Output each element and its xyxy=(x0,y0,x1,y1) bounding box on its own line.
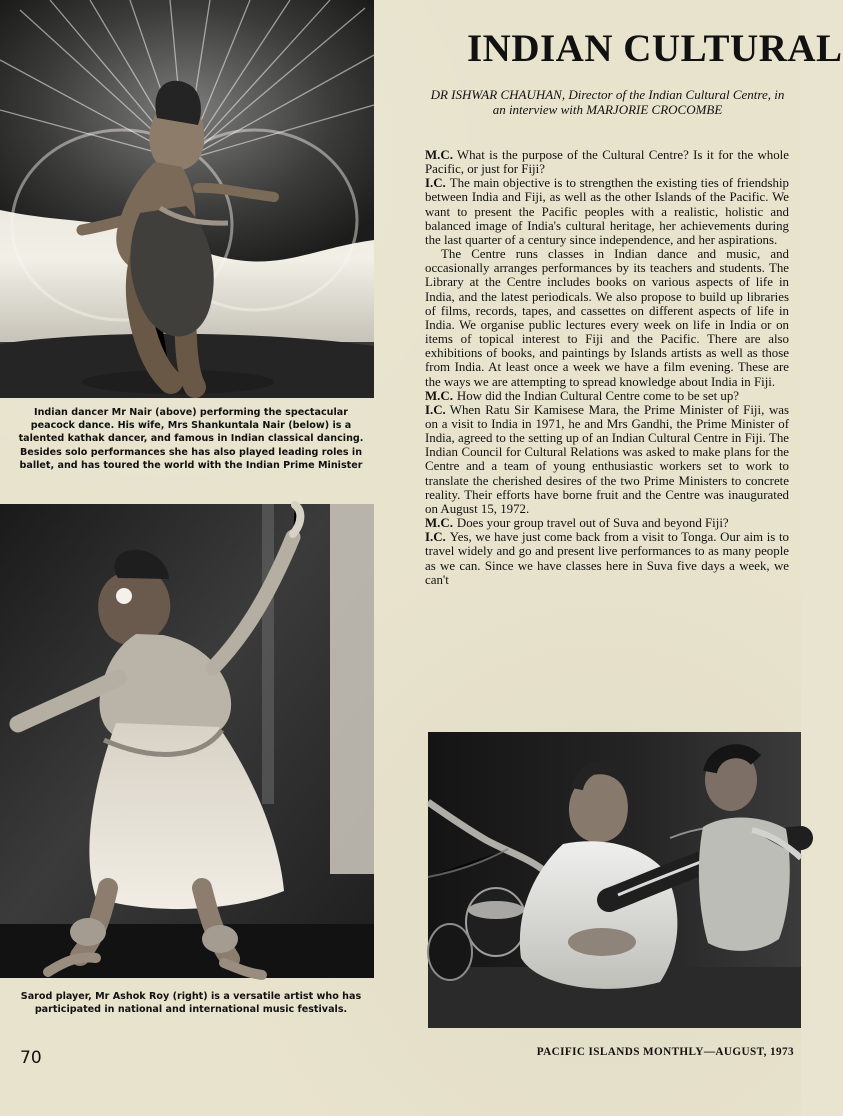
sarod-player-photo xyxy=(428,732,801,1028)
article-paragraph xyxy=(425,176,789,247)
article-paragraph xyxy=(425,247,789,389)
speaker-label: M.C. xyxy=(425,388,453,403)
article-title: INDIAN CULTURAL xyxy=(467,27,843,70)
speaker-label: M.C. xyxy=(425,148,453,162)
paragraph-text: The Centre runs classes in Indian dance and music, and occasionally arranges performances by its teachers and students. The Library at the Centre includes books on various aspects of life in India, and the latest periodicals. We also propose to build up libraries of films, records, tapes, and cassettes on different aspects of life in India. We organise public lectures every week on life in India or on items of topical interest to Fiji and the Pacific. There are also exhibitions of books, and paintings by Islands artists as well as those from India. At least once a week we have a film evening. These are the ways we are attempting to spread knowledge about India in Fiji. xyxy=(425,247,789,389)
paragraph-text: What is the purpose of the Cultural Centre? Is it for the whole Pacific, or just for Fiji? xyxy=(425,148,789,177)
page-number: 70 xyxy=(20,1048,42,1068)
article-paragraph xyxy=(425,403,789,516)
speaker-label: I.C. xyxy=(425,530,446,545)
speaker-label: I.C. xyxy=(425,176,446,191)
speaker-label: I.C. xyxy=(425,402,446,417)
peacock-dancer-photo xyxy=(0,0,374,398)
paragraph-text: Yes, we have just come back from a visit to Tonga. Our aim is to travel widely and go and present live performances to as many people as we can. Since we have classes here in Suva five days a week, we can't xyxy=(425,530,789,587)
peacock-photo-caption: Indian dancer Mr Nair (above) performing the spectacular peacock dance. His wife, Mrs Shankuntala Nair (below) is a talented kathak dancer, and famous in Indian classical dancing. Besides solo performances she has also played leading roles in ballet, and has toured the world with the Indian Prime Minister xyxy=(18,407,364,471)
article-paragraph xyxy=(425,148,789,176)
article-intro: DR ISHWAR CHAUHAN, Director of the Indian Cultural Centre, in an interview with MARJORIE CROCOMBE xyxy=(430,87,785,117)
paragraph-text: The main objective is to strengthen the existing ties of friendship between India and Fiji, as well as the other Islands of the Pacific. We want to present the Pacific peoples with a realistic, holistic and balanced image of India's cultural heritage, her achievements during the last quarter of a century since independence, and her aspirations. xyxy=(425,176,789,247)
speaker-label: M.C. xyxy=(425,516,453,531)
paragraph-text: How did the Indian Cultural Centre come to be set up? xyxy=(456,388,740,403)
sarod-photo-caption: Sarod player, Mr Ashok Roy (right) is a versatile artist who has participated in national and international music festivals. xyxy=(20,991,362,1016)
publication-footer: PACIFIC ISLANDS MONTHLY—AUGUST, 1973 xyxy=(536,1046,794,1058)
article-paragraph xyxy=(425,516,789,530)
article-body xyxy=(425,148,789,718)
paragraph-text: Does your group travel out of Suva and beyond Fiji? xyxy=(456,516,729,531)
paragraph-text: When Ratu Sir Kamisese Mara, the Prime Minister of Fiji, was on a visit to India in 1971, he and Mrs Gandhi, the Prime Minister of India, agreed to the setting up of an Indian Cultural Centre in Fiji. The Indian Council for Cultural Relations was asked to make plans for the Centre and a team of young enthusiastic workers set to work to translate the cherished desires of the two Prime Ministers to concrete reality. Their efforts have borne fruit and the Centre was inaugurated on August 15, 1972. xyxy=(425,402,789,516)
article-paragraph xyxy=(425,530,789,587)
article-paragraph xyxy=(425,389,789,403)
kathak-dancer-photo xyxy=(0,504,374,978)
